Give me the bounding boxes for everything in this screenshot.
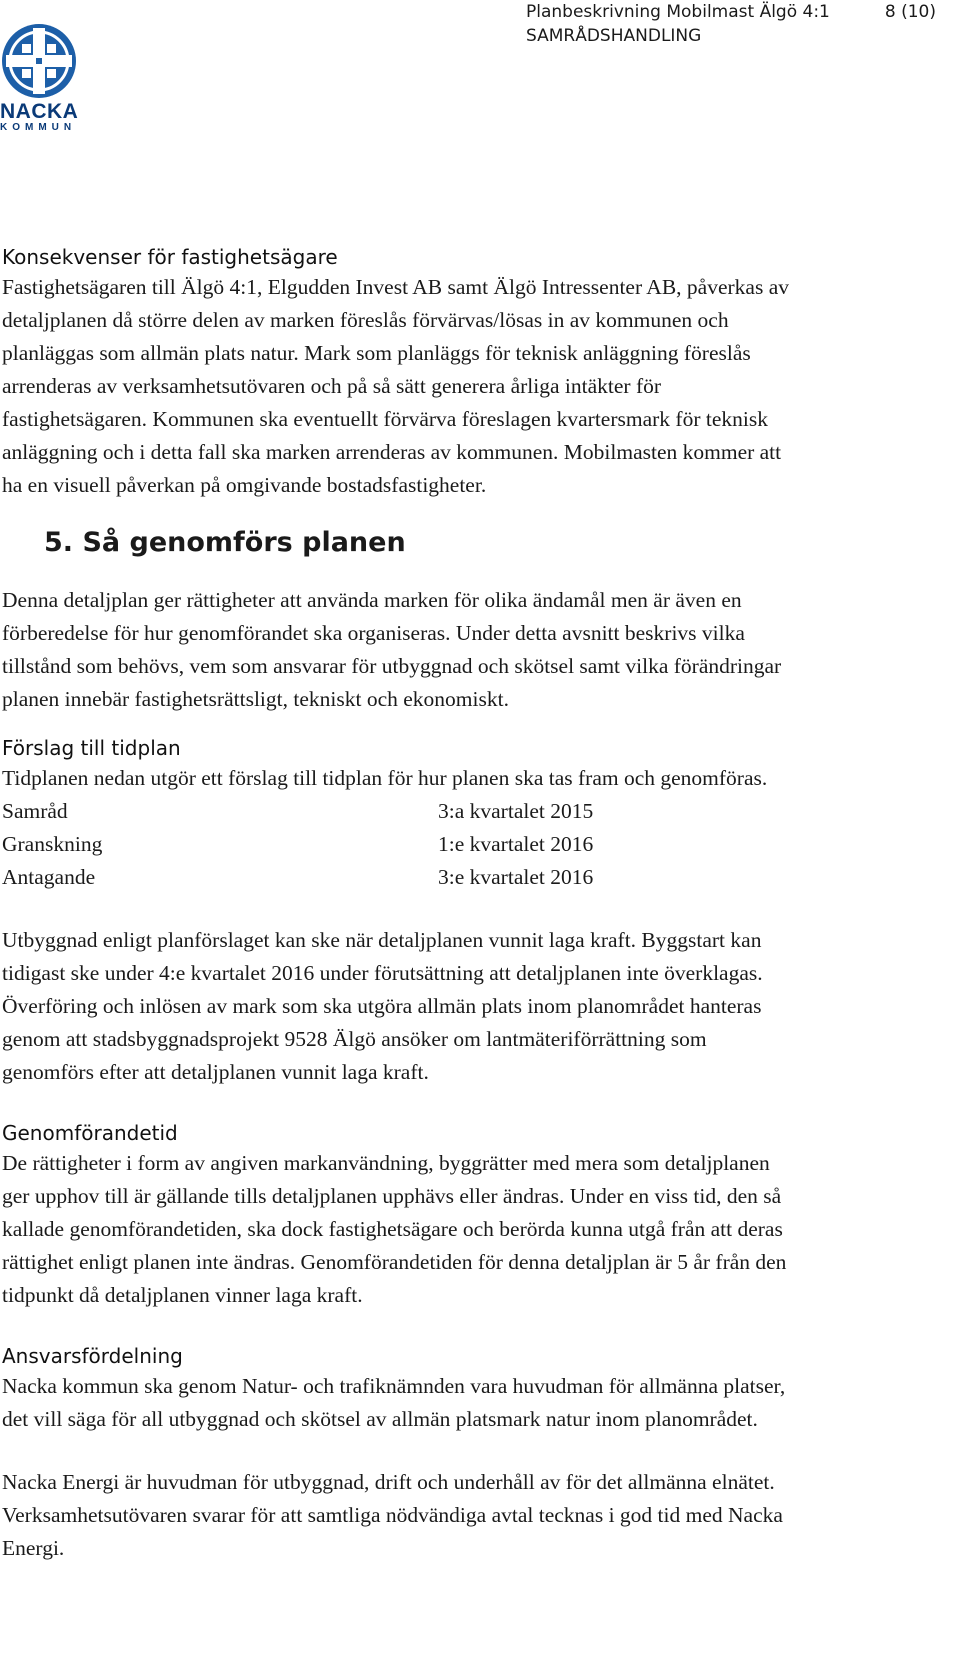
responsibility-paragraph-2 xyxy=(2,1466,950,1565)
timeline-row xyxy=(2,861,950,894)
text-line: Utbyggnad enligt planförslaget kan ske när detaljplanen vunnit laga kraft. Byggstart kan xyxy=(2,928,762,952)
logo-sub: KOMMUN xyxy=(0,122,77,133)
timeline-paragraph xyxy=(2,924,950,1089)
document-status: SAMRÅDSHANDLING xyxy=(526,26,702,46)
nacka-crest-icon xyxy=(0,22,78,100)
text-line: anläggning och i detta fall ska marken arrenderas av kommunen. Mobilmasten kommer att xyxy=(2,440,782,464)
text-line: ha en visuell påverkan på omgivande bostadsfastigheter. xyxy=(2,473,487,497)
timeline-label: Antagande xyxy=(2,865,96,889)
timeline-value: 3:e kvartalet 2016 xyxy=(438,865,594,889)
nacka-logo xyxy=(0,22,80,134)
text-line: ger upphov till är gällande tills detaljplanen upphävs eller ändras. Under en viss tid, den så xyxy=(2,1184,782,1208)
timeline-value: 3:a kvartalet 2015 xyxy=(438,799,594,823)
text-line: kallade genomförandetiden, ska dock fastighetsägare och berörda kunna utgå från att deras xyxy=(2,1217,783,1241)
text-line: tidigast ske under 4:e kvartalet 2016 under förutsättning att detaljplanen inte överklagas. xyxy=(2,961,763,985)
text-line: planen innebär fastighetsrättsligt, tekniskt och ekonomiskt. xyxy=(2,687,509,711)
section-5-paragraph xyxy=(2,584,950,716)
text-line: Överföring och inlösen av mark som ska utgöra allmän plats inom planområdet hanteras xyxy=(2,994,762,1018)
text-line: Energi. xyxy=(2,1536,65,1560)
text-line: Denna detaljplan ger rättigheter att använda marken för olika ändamål men är även en xyxy=(2,588,742,612)
timeline-row xyxy=(2,795,950,828)
text-line: rättighet enligt planen inte ändras. Genomförandetiden för denna detaljplan är 5 år från den xyxy=(2,1250,787,1274)
page-header xyxy=(526,0,936,48)
text-line: arrenderas av verksamhetsutövaren och på så sätt generera årliga intäkter för xyxy=(2,374,662,398)
document-body xyxy=(2,243,950,1565)
text-line: detaljplanen då större delen av marken föreslås förvärvas/lösas in av kommunen och xyxy=(2,308,729,332)
timeline-intro: Tidplanen nedan utgör ett förslag till tidplan för hur planen ska tas fram och genomföras. xyxy=(2,766,768,790)
logo-name: NACKA xyxy=(0,100,79,123)
text-line: genomförs efter att detaljplanen vunnit laga kraft. xyxy=(2,1060,429,1084)
timeline-label: Granskning xyxy=(2,832,103,856)
text-line: tillstånd som behövs, vem som ansvarar för utbyggnad och skötsel samt vilka förändringar xyxy=(2,654,782,678)
responsibility-heading: Ansvarsfördelning xyxy=(2,1344,183,1368)
text-line: det vill säga för all utbyggnad och skötsel av allmän platsmark natur inom planområdet. xyxy=(2,1407,758,1431)
timeline-heading: Förslag till tidplan xyxy=(2,736,181,760)
text-line: förberedelse för hur genomförandet ska organiseras. Under detta avsnitt beskrivs vilka xyxy=(2,621,745,645)
consequences-paragraph xyxy=(2,271,950,502)
page-number: 8 (10) xyxy=(884,2,936,22)
text-line: fastighetsägaren. Kommunen ska eventuellt förvärva föreslagen kvartersmark för teknisk xyxy=(2,407,768,431)
responsibility-paragraph-1 xyxy=(2,1370,950,1436)
text-line: planläggas som allmän plats natur. Mark som planläggs för teknisk anläggning föreslås xyxy=(2,341,751,365)
text-line: Nacka kommun ska genom Natur- och trafiknämnden vara huvudman för allmänna platser, xyxy=(2,1374,786,1398)
text-line: tidpunkt då detaljplanen vinner laga kraft. xyxy=(2,1283,363,1307)
timeline-table xyxy=(2,795,950,894)
text-line: Fastighetsägaren till Älgö 4:1, Elgudden Invest AB samt Älgö Intressenter AB, påverkas av xyxy=(2,275,789,299)
timeline-label: Samråd xyxy=(2,799,68,823)
timeline-value: 1:e kvartalet 2016 xyxy=(438,832,594,856)
text-line: Verksamhetsutövaren svarar för att samtliga nödvändiga avtal tecknas i god tid med Nacka xyxy=(2,1503,783,1527)
consequences-heading: Konsekvenser för fastighetsägare xyxy=(2,245,338,269)
implementation-time-paragraph xyxy=(2,1147,950,1312)
text-line: genom att stadsbyggnadsprojekt 9528 Älgö ansöker om lantmäteriförrättning som xyxy=(2,1027,707,1051)
timeline-row xyxy=(2,828,950,861)
implementation-time-heading: Genomförandetid xyxy=(2,1121,178,1145)
text-line: De rättigheter i form av angiven markanvändning, byggrätter med mera som detaljplanen xyxy=(2,1151,770,1175)
section-5-title: 5. Så genomförs planen xyxy=(44,527,406,558)
document-title: Planbeskrivning Mobilmast Älgö 4:1 xyxy=(526,2,830,22)
text-line: Nacka Energi är huvudman för utbyggnad, drift och underhåll av för det allmänna elnätet. xyxy=(2,1470,775,1494)
